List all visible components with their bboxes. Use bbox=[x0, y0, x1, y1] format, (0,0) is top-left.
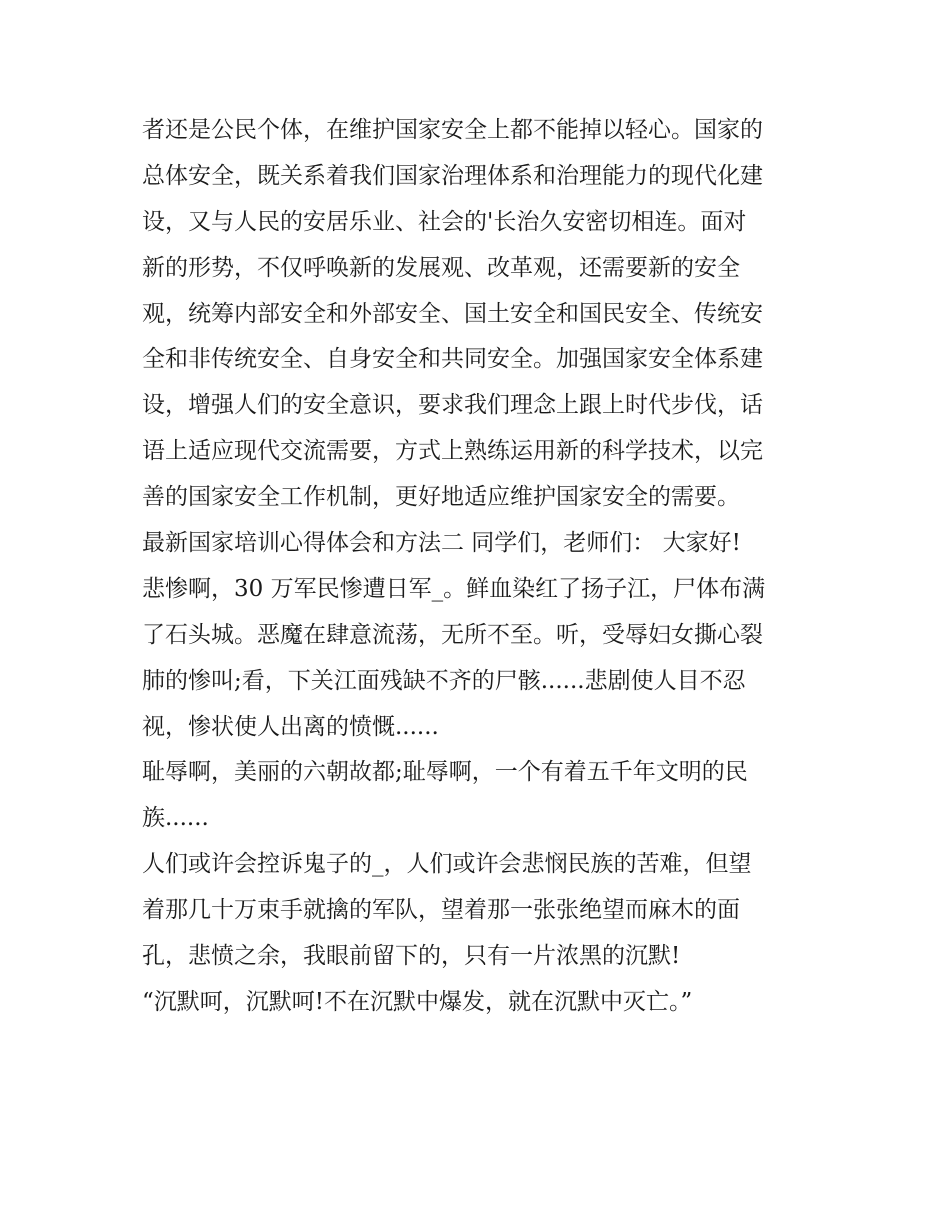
section-heading-line: 最新国家培训心得体会和方法二 同学们，老师们： 大家好! bbox=[142, 530, 741, 557]
text-line: 语上适应现代交流需要，方式上熟练运用新的科学技术，以完 bbox=[142, 438, 763, 465]
text-line: 了石头城。恶魔在肆意流荡，无所不至。听，受辱妇女撕心裂 bbox=[142, 621, 763, 648]
text-line: 新的形势，不仅呼唤新的发展观、改革观，还需要新的安全 bbox=[142, 254, 740, 281]
text-line: 悲惨啊，30 万军民惨遭日军_。鲜血染红了扬子江，尸体布满 bbox=[142, 575, 766, 602]
text-line: 设，增强人们的安全意识，要求我们理念上跟上时代步伐，话 bbox=[142, 392, 763, 419]
text-line: 者还是公民个体，在维护国家安全上都不能掉以轻心。国家的 bbox=[142, 117, 763, 143]
text-line: 全和非传统安全、自身安全和共同安全。加强国家安全体系建 bbox=[142, 346, 763, 373]
text-line: 总体安全，既关系着我们国家治理体系和治理能力的现代化建 bbox=[142, 162, 763, 189]
text-line: 肺的惨叫;看，下关江面残缺不齐的尸骸......悲剧使人目不忍 bbox=[142, 667, 746, 694]
text-line: 人们或许会控诉鬼子的_，人们或许会悲悯民族的苦难，但望 bbox=[142, 851, 752, 878]
quote-line: “沉默呵，沉默呵!不在沉默中爆发，就在沉默中灭亡。” bbox=[142, 988, 693, 1015]
text-line: 族...... bbox=[142, 805, 209, 832]
text-line: 孔，悲愤之余，我眼前留下的，只有一片浓黑的沉默! bbox=[142, 943, 681, 970]
body-text bbox=[142, 108, 822, 1026]
text-line: 视，惨状使人出离的愤慨...... bbox=[142, 713, 439, 740]
text-line: 设，又与人民的安居乐业、社会的'长治久安密切相连。面对 bbox=[142, 208, 747, 235]
text-line: 善的国家安全工作机制，更好地适应维护国家安全的需要。 bbox=[142, 484, 740, 511]
text-line: 着那几十万束手就擒的军队，望着那一张张绝望而麻木的面 bbox=[142, 897, 740, 924]
text-line: 观，统筹内部安全和外部安全、国土安全和国民安全、传统安 bbox=[142, 300, 763, 327]
text-line: 耻辱啊，美丽的六朝故都;耻辱啊，一个有着五千年文明的民 bbox=[142, 759, 748, 786]
